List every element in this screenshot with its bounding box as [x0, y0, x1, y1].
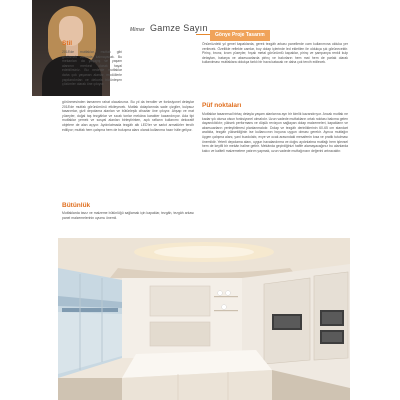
stil-paragraph-2: görünmesinden tamamen rahat olacaksınız. Bu yıl da trendler ve fonksiyonel detaylar 2018'de mutfak görünümünü etkileyecek. Mutfak dolaplarında sade çizgiler, kulpsuz tasarımlar, gizli depolama alanları ve bütünleşik cihazlar öne çıkıyor. Ahşap ve mat yüzeyler, doğal taş tezgâhlar ve sıcak tonlar mekâna karakter kazandırıyor. Ada tipi mutfaklar yemek ve sosyal alanları birleştirirken, açık rafların kullanımı dekoratif objelere de alan açıyor. Aydınlatmada tezgâh altı LED'ler ve sarkıt armatürler tercih ediliyor; mutfak hem çalışma hem de buluşma alanı olarak kullanıma hazır hâle geliyor.: [62, 100, 194, 132]
right-intro-paragraph: Önümüzdeki yıl genel kapaklarda, gerek tezgâh arkası panellerde cam kullanımına olduka yer verilecek. Özellikle reflekte camlar, boy dolap içlerinde led ekletilen ile oldukça şık görünecektir. Pirinç, bronz, krom yüzeyler, fırçalı metal görünümlü kapaklar, pirinç ve şampanya renkli kulp detayları, batarya ve aksesuarlarda pirinç ve bakırların hem mat hem de parlak olarak kullanılması mutfaklara oldukça farklı bir hava katacak ve daha çok tercih edilecek.: [202, 42, 348, 65]
butunluk-paragraph-1: Mutfaklarda tavız ve malzeme bütünlüğü sağlamak için kapaklar, tezgâh, tezgâh arkası panel malzemelerinin uyumu önemli.: [62, 211, 194, 220]
byline-rule: [196, 34, 210, 35]
author-role: Mimar: [130, 27, 145, 33]
heading-stil: Stil: [62, 40, 73, 47]
heading-butunluk: Bütünlük: [62, 202, 91, 209]
author-byline: [130, 23, 208, 33]
author-name: Gamze Sayın: [149, 23, 208, 33]
kitchen-interior-photo: [58, 238, 350, 400]
stil-paragraph-1: 2018'de mutfaklar, mutfak gibi görünmek zorunda kalmayacak. Bu mekanları da yaşayış ve yaşam alanının merkezi olarak hayal edebilirsiniz. Bu nedenle mutfaklar daha çok yaşanan alanlar, modüllerle yapılandırılan ve dekorla bütünleşen çözümler olarak öne çıkıyor.: [62, 50, 122, 87]
heading-puf-noktalari: Püf noktaları: [202, 102, 242, 109]
company-badge: Gönye Proje Tasarım: [210, 30, 270, 41]
puf-paragraph-1: Mutfaklar tasarımsal birtaç detayla yaşam alanlarına ayrı bir kimlik kazandırıyor. Ancak mutfak ne kadar şık olursa olsun fonksiyonel olmalıdır. Uzun vadede mutfakların ortak noktası bakıma gelen dayanıklılıktır; yüksek performans ve düşük revizyon sağlayan dolap malzemeleri, kapakların ve aksesuarların yerleştirilmesi planlanmalıdır. Dolap ve tezgâh derinliklerinin 60-65 cm standart aralıkta, tezgâh yüksekliğinin ise kullanıcının boyuna uygun olması gerekir. Ayrıca mutfağın üçgen çalışma alanı, yani buzdolabı, evye ve ocak arasındaki mesafenin kısa ve pratik tutulması önemlidir. Yeterli depolama alanı, uygun havalandırma ve doğru aydınlatma mutfağı hem işlevsel hem de keyifli bir mekân haline getirir. Mekânda geçirdiğinizi hafife alamayacağınız bu alanlarda kalıcı ve kaliteli malzemelere yatırım yapmak, uzun vadede mutfağınızın değerini artıracaktır.: [202, 112, 348, 153]
